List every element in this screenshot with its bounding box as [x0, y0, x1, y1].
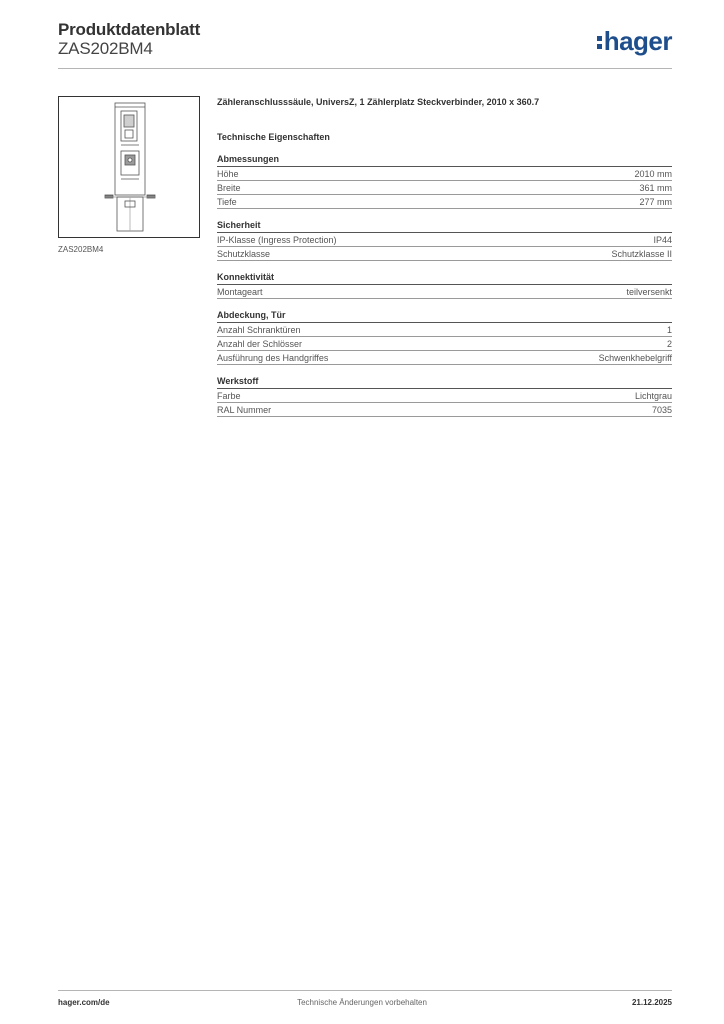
row-value: IP44: [653, 235, 672, 245]
row-label: Anzahl Schranktüren: [217, 325, 301, 335]
row-value: 361 mm: [639, 183, 672, 193]
section-title: Konnektivität: [217, 271, 672, 285]
section-cover-door: [217, 309, 672, 365]
section-title: Sicherheit: [217, 219, 672, 233]
product-description: Zähleranschlusssäule, UniversZ, 1 Zählerplatz Steckverbinder, 2010 x 360.7: [217, 97, 540, 107]
section-safety: [217, 219, 672, 261]
footer-disclaimer: Technische Änderungen vorbehalten: [297, 998, 427, 1007]
row-value: 2: [666, 339, 672, 349]
footer-date: 21.12.2025: [631, 998, 672, 1007]
section-dimensions: [217, 153, 672, 209]
row-value: 7035: [651, 405, 672, 415]
row-label: Ausführung des Handgriffes: [217, 353, 329, 363]
meter-column-drawing-icon: [59, 97, 199, 237]
table-row: [217, 285, 672, 299]
table-row: [217, 351, 672, 365]
table-row: [217, 389, 672, 403]
row-label: IP-Klasse (Ingress Protection): [217, 235, 337, 245]
section-title: Werkstoff: [217, 375, 672, 389]
table-row: [217, 195, 672, 209]
row-value: 2010 mm: [634, 169, 672, 179]
table-row: [217, 337, 672, 351]
logo-colon-icon: [597, 33, 602, 51]
section-title: Abdeckung, Tür: [217, 309, 672, 323]
logo-text: hager: [603, 26, 672, 56]
row-label: Montageart: [217, 287, 263, 297]
row-value: Lichtgrau: [634, 391, 672, 401]
page-subtitle: ZAS202BM4: [58, 39, 153, 58]
footer-website-link[interactable]: hager.com/de: [58, 998, 110, 1007]
header-divider: [58, 68, 672, 69]
product-image-frame: [58, 96, 200, 238]
section-material: [217, 375, 672, 417]
row-label: Schutzklasse: [217, 249, 271, 259]
row-value: Schutzklasse II: [611, 249, 672, 259]
row-value: teilversenkt: [626, 287, 672, 297]
table-row: [217, 247, 672, 261]
table-row: [217, 233, 672, 247]
row-label: Breite: [217, 183, 241, 193]
row-label: Höhe: [217, 169, 239, 179]
row-label: Tiefe: [217, 197, 237, 207]
table-row: [217, 181, 672, 195]
row-value: Schwenkhebelgriff: [598, 353, 672, 363]
row-value: 277 mm: [639, 197, 672, 207]
row-label: Anzahl der Schlösser: [217, 339, 303, 349]
table-row: [217, 167, 672, 181]
row-value: 1: [666, 325, 672, 335]
section-connectivity: [217, 271, 672, 299]
footer-divider: [58, 990, 672, 991]
row-label: Farbe: [217, 391, 241, 401]
table-row: [217, 323, 672, 337]
page-title: Produktdatenblatt: [58, 20, 201, 39]
row-label: RAL Nummer: [217, 405, 272, 415]
product-details: [217, 96, 672, 417]
hager-logo: [597, 26, 672, 57]
table-row: [217, 403, 672, 417]
product-image-caption: ZAS202BM4: [58, 245, 104, 254]
tech-properties-heading: Technische Eigenschaften: [217, 132, 330, 142]
section-title: Abmessungen: [217, 153, 672, 167]
